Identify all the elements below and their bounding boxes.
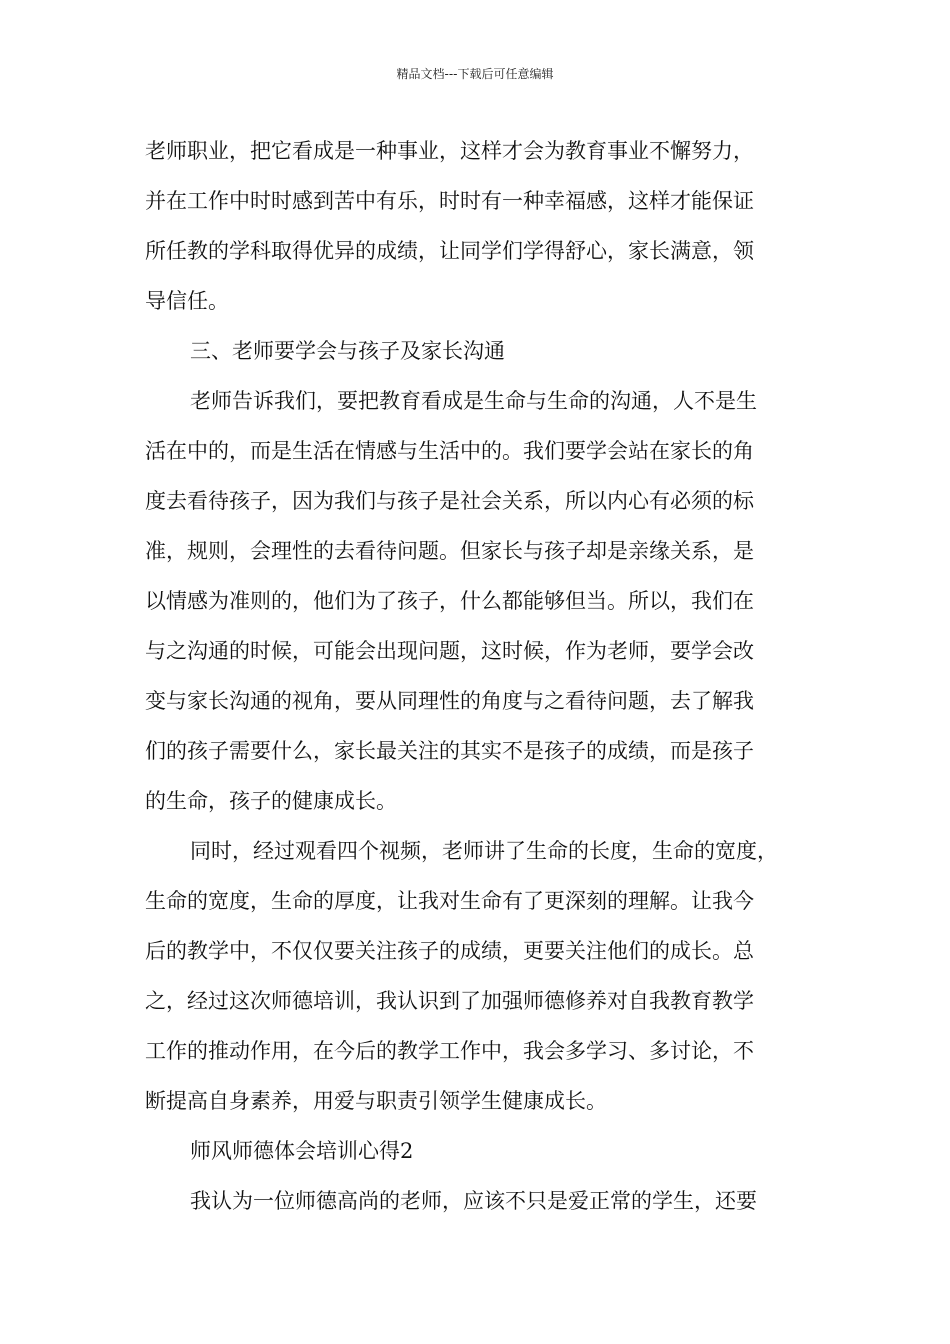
- page-header: 精品文档---下载后可任意编辑: [396, 67, 554, 81]
- text-line: 师风师德体会培训心得2: [190, 1139, 414, 1163]
- text-line: 们的孩子需要什么，家长最关注的其实不是孩子的成绩，而是孩子: [145, 739, 754, 763]
- text-line: 导信任。: [145, 289, 229, 313]
- text-line: 断提高自身素养，用爱与职责引领学生健康成长。: [145, 1089, 607, 1113]
- text-line: 度去看待孩子，因为我们与孩子是社会关系，所以内心有必须的标: [145, 489, 754, 513]
- text-line: 老师职业，把它看成是一种事业，这样才会为教育事业不懈努力，: [145, 139, 754, 163]
- document-body: [145, 126, 811, 1226]
- text-line: 之，经过这次师德培训，我认识到了加强师德修养对自我教育教学: [145, 989, 754, 1013]
- text-line: 所任教的学科取得优异的成绩，让同学们学得舒心，家长满意，领: [145, 239, 754, 263]
- text-line: 的生命，孩子的健康成长。: [145, 789, 397, 813]
- text-line: 准，规则，会理性的去看待问题。但家长与孩子却是亲缘关系，是: [145, 539, 754, 563]
- text-line: 生命的宽度，生命的厚度，让我对生命有了更深刻的理解。让我今: [145, 889, 754, 913]
- text-line: 我认为一位师德高尚的老师，应该不只是爱正常的学生，还要: [190, 1189, 757, 1213]
- text-line: 活在中的，而是生活在情感与生活中的。我们要学会站在家长的角: [145, 439, 754, 463]
- text-line: 与之沟通的时候，可能会出现问题，这时候，作为老师，要学会改: [145, 639, 754, 663]
- text-line: 变与家长沟通的视角，要从同理性的角度与之看待问题，去了解我: [145, 689, 754, 713]
- text-line: 并在工作中时时感到苦中有乐，时时有一种幸福感，这样才能保证: [145, 189, 754, 213]
- text-line: 工作的推动作用，在今后的教学工作中，我会多学习、多讨论，不: [145, 1039, 754, 1063]
- text-line: 老师告诉我们，要把教育看成是生命与生命的沟通，人不是生: [190, 389, 757, 413]
- text-line: 同时，经过观看四个视频，老师讲了生命的长度，生命的宽度，: [190, 839, 778, 863]
- text-line: 以情感为准则的，他们为了孩子，什么都能够但当。所以，我们在: [145, 589, 754, 613]
- text-line: 三、老师要学会与孩子及家长沟通: [190, 339, 505, 363]
- text-line: 后的教学中，不仅仅要关注孩子的成绩，更要关注他们的成长。总: [145, 939, 754, 963]
